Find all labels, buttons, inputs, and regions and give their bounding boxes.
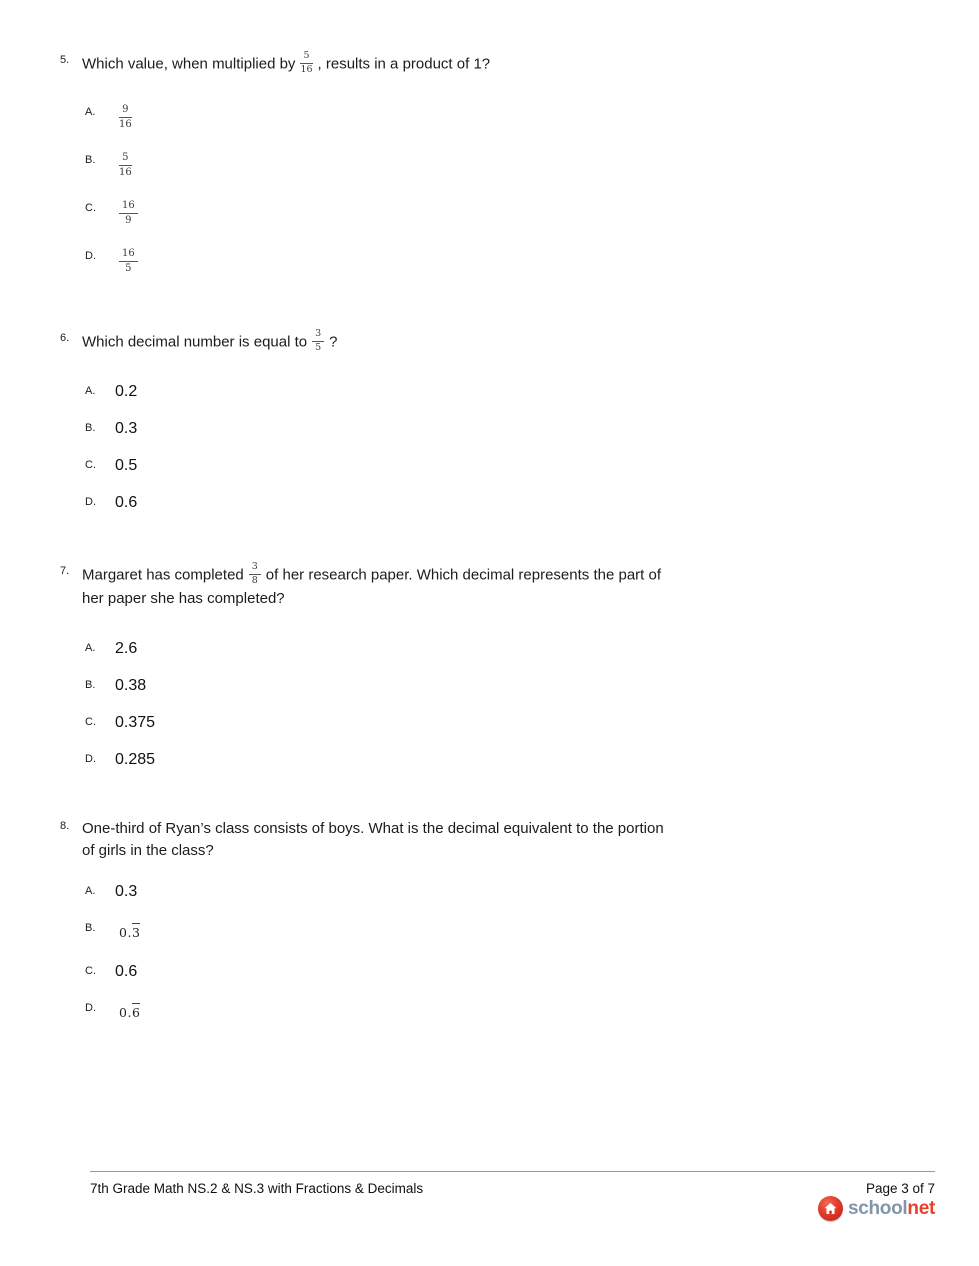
option-6c-value: 0.5 xyxy=(115,457,138,474)
fraction-numerator: 16 xyxy=(119,200,138,214)
option-6c xyxy=(85,457,137,494)
fraction-denominator: 16 xyxy=(119,118,132,130)
option-letter: A. xyxy=(85,642,96,654)
question-8-text-line2: of girls in the class? xyxy=(82,842,214,859)
fraction-numerator: 3 xyxy=(249,562,261,575)
question-8 xyxy=(60,818,782,862)
option-letter: A. xyxy=(85,385,96,397)
option-letter: C. xyxy=(85,965,96,977)
option-letter: C. xyxy=(85,716,96,728)
fraction-numerator: 5 xyxy=(300,51,312,64)
fraction-denominator: 9 xyxy=(125,214,132,226)
logo-net-text: net xyxy=(907,1197,935,1219)
option-6d-value: 0.6 xyxy=(115,494,138,511)
option-8c xyxy=(85,963,137,981)
question-8-text-line1: One-third of Ryan’s class consists of boys. What is the decimal equivalent to the portion xyxy=(82,820,664,837)
option-8b xyxy=(85,920,140,940)
question-6-inline-fraction xyxy=(312,329,324,354)
option-6a xyxy=(85,383,137,420)
logo-school-text: school xyxy=(847,1197,908,1219)
option-7d xyxy=(85,751,155,788)
option-6b xyxy=(85,420,137,457)
question-5-text-before: Which value, when multiplied by xyxy=(82,55,296,73)
fraction-numerator: 3 xyxy=(312,329,324,342)
option-letter: B. xyxy=(85,154,96,166)
question-5 xyxy=(60,52,782,77)
option-5b xyxy=(85,152,143,200)
question-7-prompt xyxy=(82,563,782,610)
question-6-text-after: ? xyxy=(329,333,338,351)
fraction-denominator: 5 xyxy=(125,262,132,274)
question-7-text-before: Margaret has completed xyxy=(82,566,244,584)
option-5c xyxy=(85,200,143,248)
option-7c xyxy=(85,714,155,751)
option-7c-value: 0.375 xyxy=(115,714,156,731)
option-letter: D. xyxy=(85,1002,96,1014)
fraction-numerator: 5 xyxy=(119,152,131,166)
option-letter: A. xyxy=(85,885,96,897)
question-5-number: 5. xyxy=(60,54,70,66)
option-5b-fraction xyxy=(119,152,132,178)
option-6b-value: 0.3 xyxy=(115,420,138,437)
option-8d xyxy=(85,1000,140,1020)
option-letter: B. xyxy=(85,922,96,934)
option-5c-fraction xyxy=(119,200,138,226)
option-letter: D. xyxy=(85,753,96,765)
option-7a-value: 2.6 xyxy=(115,640,138,657)
option-letter: B. xyxy=(85,422,96,434)
option-8d-repeating-decimal xyxy=(119,1003,140,1020)
question-7-number: 7. xyxy=(60,565,70,577)
option-6d xyxy=(85,494,137,531)
footer-document-title: 7th Grade Math NS.2 & NS.3 with Fractions & Decimals xyxy=(90,1181,424,1196)
option-7b xyxy=(85,677,155,714)
schoolnet-logo xyxy=(818,1196,935,1221)
question-6 xyxy=(60,330,782,355)
question-8-prompt xyxy=(82,818,782,862)
option-8c-value: 0.6 xyxy=(115,963,138,980)
footer-page-number: Page 3 of 7 xyxy=(865,1181,935,1196)
question-5-options xyxy=(85,104,143,296)
fraction-numerator: 16 xyxy=(119,248,138,262)
question-8-number: 8. xyxy=(60,820,70,832)
option-7a xyxy=(85,640,155,677)
option-letter: A. xyxy=(85,106,96,118)
option-letter: C. xyxy=(85,459,96,471)
option-letter: C. xyxy=(85,202,96,214)
question-5-inline-fraction xyxy=(300,51,312,76)
option-7d-value: 0.285 xyxy=(115,751,156,768)
repeating-digit: 3 xyxy=(131,925,141,940)
option-8a-value: 0.3 xyxy=(115,883,138,900)
fraction-denominator: 16 xyxy=(119,166,132,178)
option-5d xyxy=(85,248,143,296)
fraction-denominator: 8 xyxy=(251,574,258,586)
fraction-denominator: 16 xyxy=(300,63,313,75)
option-letter: D. xyxy=(85,496,96,508)
question-7-options xyxy=(85,640,155,788)
option-5d-fraction xyxy=(119,248,138,274)
question-6-text-before: Which decimal number is equal to xyxy=(82,333,308,351)
repeating-digit: 6 xyxy=(131,1005,141,1020)
fraction-numerator: 9 xyxy=(119,104,131,118)
question-5-prompt xyxy=(82,52,782,77)
question-7-inline-fraction xyxy=(249,562,261,587)
option-8b-repeating-decimal xyxy=(119,923,140,940)
option-5a-fraction xyxy=(119,104,132,130)
question-7 xyxy=(60,563,782,610)
decimal-prefix: 0. xyxy=(119,925,132,940)
option-6a-value: 0.2 xyxy=(115,383,138,400)
question-7-text-after: of her research paper. Which decimal represents the part of xyxy=(265,566,661,584)
home-icon xyxy=(818,1196,843,1221)
question-8-options xyxy=(85,883,385,1043)
question-6-options xyxy=(85,383,137,531)
question-6-number: 6. xyxy=(60,332,70,344)
option-8a xyxy=(85,883,137,901)
option-7b-value: 0.38 xyxy=(115,677,147,694)
footer-divider xyxy=(90,1171,935,1172)
option-5a xyxy=(85,104,143,152)
question-7-text-line2: her paper she has completed? xyxy=(82,589,285,607)
question-6-prompt xyxy=(82,330,782,355)
decimal-prefix: 0. xyxy=(119,1005,132,1020)
fraction-denominator: 5 xyxy=(315,341,322,353)
schoolnet-wordmark xyxy=(848,1198,935,1220)
question-5-text-after: , results in a product of 1? xyxy=(317,55,491,73)
option-letter: B. xyxy=(85,679,96,691)
option-letter: D. xyxy=(85,250,96,262)
